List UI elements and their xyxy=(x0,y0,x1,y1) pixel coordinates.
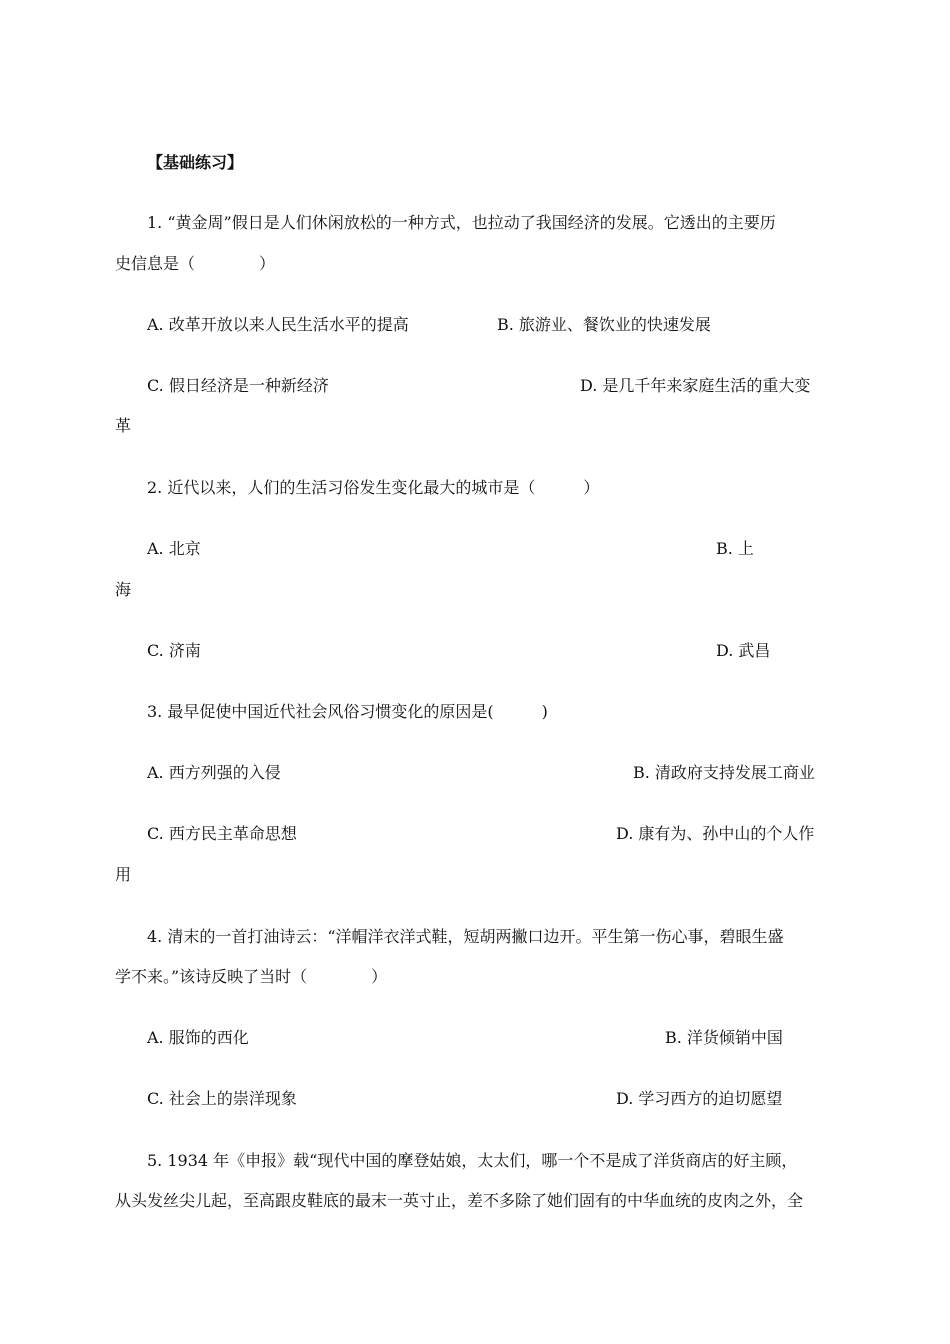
question-2-option-b-cont: 海 xyxy=(115,580,132,599)
question-4-text-cont: 学不来。”该诗反映了当时（ ） xyxy=(115,967,388,986)
section-title: 【基础练习】 xyxy=(147,153,244,172)
question-3-option-d: D. 康有为、孙中山的个人作 xyxy=(616,824,815,843)
question-1-option-d: D. 是几千年来家庭生活的重大变 xyxy=(580,376,811,395)
question-1-option-b: B. 旅游业、餐饮业的快速发展 xyxy=(497,315,711,334)
question-4-option-d: D. 学习西方的迫切愿望 xyxy=(616,1089,783,1108)
question-1-text: 1. “黄金周”假日是人们休闲放松的一种方式，也拉动了我国经济的发展。它透出的主要历 xyxy=(147,213,776,232)
question-1-option-a: A. 改革开放以来人民生活水平的提高 xyxy=(147,315,409,334)
question-5-text: 5. 1934 年《申报》载“现代中国的摩登姑娘，太太们，哪一个不是成了洋货商店的好主顾， xyxy=(147,1151,798,1170)
question-2-text: 2. 近代以来，人们的生活习俗发生变化最大的城市是（ ） xyxy=(147,478,600,497)
question-4-text: 4. 清末的一首打油诗云：“洋帽洋衣洋式鞋，短胡两撇口边开。平生第一伤心事，碧眼生盛 xyxy=(147,927,784,946)
question-4-option-b: B. 洋货倾销中国 xyxy=(665,1028,783,1047)
question-1-option-d-cont: 革 xyxy=(115,416,132,435)
question-4-option-a: A. 服饰的西化 xyxy=(147,1028,249,1047)
question-4-option-c: C. 社会上的崇洋现象 xyxy=(147,1089,297,1108)
question-2-option-b: B. 上 xyxy=(716,539,754,558)
question-3-option-a: A. 西方列强的入侵 xyxy=(147,763,281,782)
question-3-option-c: C. 西方民主革命思想 xyxy=(147,824,297,843)
question-3-text: 3. 最早促使中国近代社会风俗习惯变化的原因是( ) xyxy=(147,702,548,721)
question-5-text-cont: 从头发丝尖儿起，至高跟皮鞋底的最末一英寸止，差不多除了她们固有的中华血统的皮肉之外，全 xyxy=(115,1191,804,1210)
question-2-option-a: A. 北京 xyxy=(147,539,201,558)
question-2-option-c: C. 济南 xyxy=(147,641,201,660)
question-3-option-d-cont: 用 xyxy=(115,865,132,884)
question-2-option-d: D. 武昌 xyxy=(716,641,771,660)
question-3-option-b: B. 清政府支持发展工商业 xyxy=(633,763,815,782)
question-1-text-cont: 史信息是（ ） xyxy=(115,254,276,273)
question-1-option-c: C. 假日经济是一种新经济 xyxy=(147,376,329,395)
